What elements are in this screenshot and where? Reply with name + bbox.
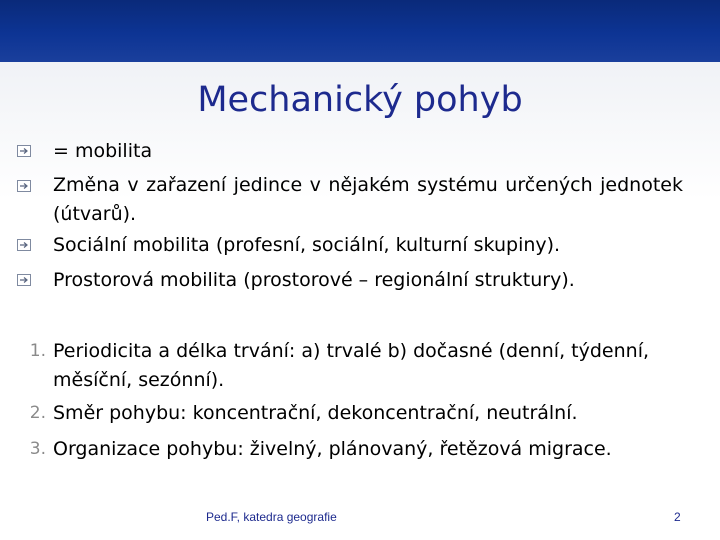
numbered-item-direction: Směr pohybu: koncentrační, dekoncentrační, neutrální. <box>53 402 578 424</box>
arrow-box-icon <box>17 239 31 251</box>
numbered-item-periodicity: Periodicita a délka trvání: a) trvalé b) dočasné (denní, týdenní, měsíční, sezónní). <box>53 340 650 391</box>
numbered-item-organization: Organizace pohybu: živelný, plánovaný, řetězová migrace. <box>53 438 612 460</box>
list-number: 3. <box>29 439 46 459</box>
list-number: 1. <box>29 341 46 361</box>
page-number: 2 <box>674 510 681 524</box>
slide-title: Mechanický pohyb <box>197 80 523 120</box>
arrow-box-icon <box>17 274 31 286</box>
arrow-box-icon <box>17 180 31 192</box>
arrow-box-icon <box>17 145 31 157</box>
bullet-item-social-mobility: Sociální mobilita (profesní, sociální, kulturní skupiny). <box>53 234 561 256</box>
bullet-item-change: Změna v zařazení jedince v nějakém systému určených jednotek (útvarů). <box>53 174 683 225</box>
bullet-item-mobility: = mobilita <box>53 140 153 162</box>
list-number: 2. <box>29 403 46 423</box>
bullet-item-spatial-mobility: Prostorová mobilita (prostorové – regionální struktury). <box>53 269 575 291</box>
footer-text: Ped.F, katedra geografie <box>206 510 337 524</box>
header-bar <box>0 0 720 62</box>
